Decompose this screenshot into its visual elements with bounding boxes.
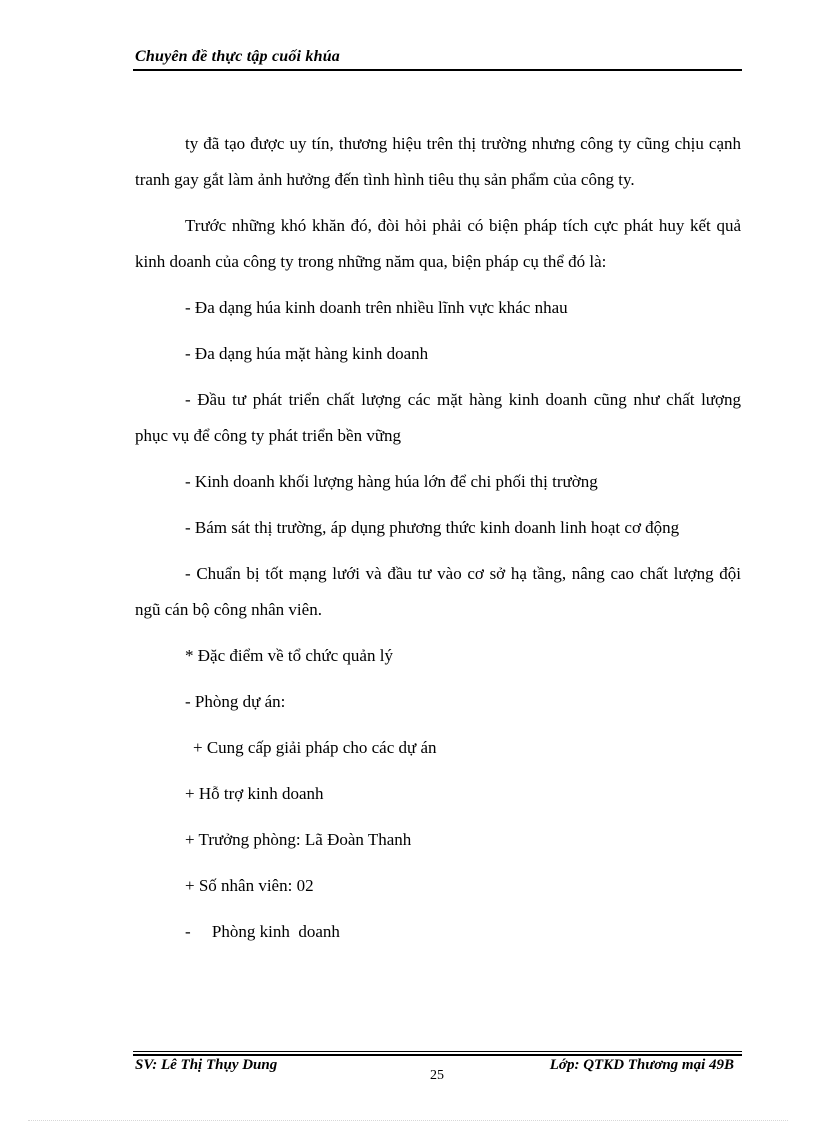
paragraph-12: + Hỗ trợ kinh doanh [185,784,324,803]
paragraph-6: - Kinh doanh khối lượng hàng húa lớn để chi phối thị trường [185,472,598,491]
header-rule [133,69,742,71]
paragraph-8: - Chuẩn bị tốt mạng lưới và đầu tư vào cơ sở hạ tầng, nâng cao chất lượng đội ngũ cán bộ công nhân viên. [135,564,741,619]
footer-student-name: SV: Lê Thị Thụy Dung [135,1057,278,1073]
body-text [135,126,741,950]
paragraph-3: - Đa dạng húa kinh doanh trên nhiều lĩnh vực khác nhau [185,298,568,317]
paragraph-4: - Đa dạng húa mặt hàng kinh doanh [185,344,429,363]
paragraph-14: + Số nhân viên: 02 [185,876,314,895]
paragraph-9: * Đặc điểm về tổ chức quản lý [185,646,393,665]
paragraph-7: - Bám sát thị trường, áp dụng phương thức kinh doanh linh hoạt cơ động [185,518,680,537]
paragraph-1: ty đã tạo được uy tín, thương hiệu trên thị trường nhưng công ty cũng chịu cạnh tranh gay gắt làm ảnh hưởng đến tình hình tiêu thụ sản phẩm của công ty. [135,134,741,189]
paragraph-11: + Cung cấp giải pháp cho các dự án [193,738,437,757]
paragraph-5: - Đầu tư phát triển chất lượng các mặt hàng kinh doanh cũng như chất lượng phục vụ để công ty phát triển bền vững [135,390,741,445]
paragraph-15: - Phòng kinh doanh [185,922,340,941]
header-title: Chuyên đề thực tập cuối khúa [135,48,340,65]
footer-rule-thick [133,1054,742,1056]
paragraph-13: + Trưởng phòng: Lã Đoàn Thanh [185,830,412,849]
paragraph-2: Trước những khó khăn đó, đòi hỏi phải có biện pháp tích cực phát huy kết quả kinh doanh của công ty trong những năm qua, biện pháp cụ thể đó là: [135,216,741,271]
footer-class-name: Lớp: QTKD Thương mại 49B [549,1057,734,1073]
paragraph-10: - Phòng dự án: [185,692,286,711]
page-edge-divider [28,1120,788,1121]
footer-rule-thin [133,1051,742,1052]
page-number: 25 [430,1068,444,1083]
